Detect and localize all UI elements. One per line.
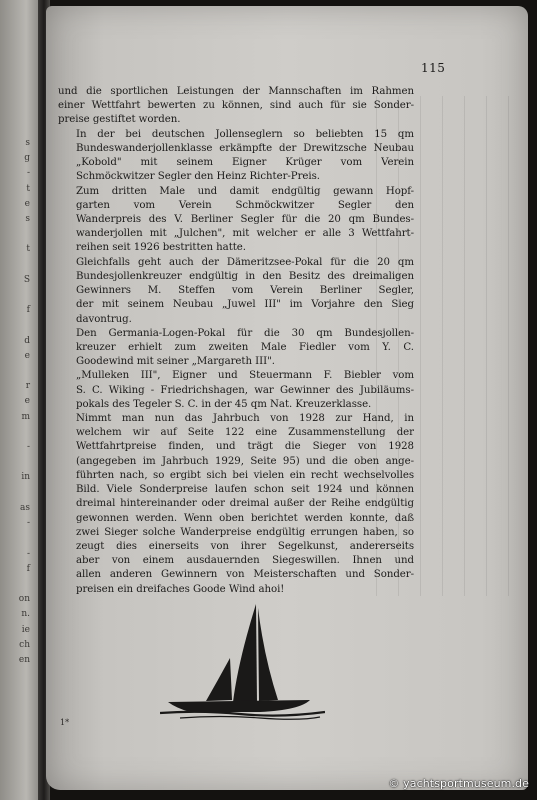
- paragraph: [58, 327, 414, 370]
- text-line: pokals des Tegeler S. C. in der 45 qm Nat. Kreuzerklasse.: [76, 398, 372, 410]
- watermark: © yachtsportmuseum.de: [388, 777, 529, 790]
- text-line: Gleichfalls geht auch der Dämeritzsee-Pokal für die 20 qm: [76, 256, 414, 268]
- text-line: „Mulleken III", Eigner und Steuermann F. Biebler vom: [76, 370, 414, 382]
- text-line: garten vom Verein Schmöckwitzer Segler den: [76, 199, 414, 211]
- text-line: aber von einem ausdauernden Siegeswillen. Ihnen und: [76, 555, 414, 567]
- text-line: Zum dritten Male und damit endgültig gewann Hopf-: [76, 185, 414, 197]
- jib-sail: [206, 658, 232, 701]
- mainsail-right: [258, 608, 278, 701]
- paragraph: [58, 256, 414, 327]
- text-line: reihen seit 1926 bestritten hatte.: [76, 242, 246, 254]
- footnote-mark: 1*: [60, 718, 70, 727]
- text-line: Bundesjollenkreuzer endgültig in den Besitz des dreimaligen: [76, 270, 414, 282]
- paragraph: [58, 369, 414, 412]
- text-line: Goodewind mit seiner „Margareth III".: [76, 356, 275, 368]
- text-line: Den Germania-Logen-Pokal für die 30 qm Bundesjollen-: [76, 327, 414, 339]
- text-line: einer Wettfahrt bewerten zu können, sind auch für sie Sonder-: [58, 100, 414, 112]
- body-text: [58, 85, 414, 597]
- text-line: S. C. Wiking - Friedrichshagen, war Gewinner des Jubiläums-: [76, 384, 414, 396]
- text-line: wanderjollen mit „Julchen", mit welcher er alle 3 Wettfahrt-: [76, 228, 414, 240]
- paragraph: [58, 412, 414, 597]
- text-line: kreuzer erhielt zum zweiten Male Fiedler vom Y. C.: [76, 341, 414, 353]
- hull: [168, 700, 310, 712]
- water-line-2: [180, 717, 320, 720]
- text-line: Nimmt man nun das Jahrbuch von 1928 zur Hand, in: [76, 413, 414, 425]
- text-line: preise gestiftet worden.: [58, 114, 181, 126]
- text-line: Bundeswanderjollenklasse erkämpfte der Drewitzsche Neubau: [76, 142, 414, 154]
- paragraph: [58, 85, 414, 128]
- text-line: Gewinners M. Steffen vom Verein Berliner Segler,: [76, 285, 414, 297]
- left-page-text-fragment: s g - t e s t S f d e r e m - in as - - f on n. ie ch en: [18, 138, 30, 665]
- text-line: zeugt dies einerseits von ihrer Segelkunst, andererseits: [76, 541, 414, 552]
- sailboat-illustration: [160, 602, 325, 720]
- text-line: allen anderen Gewinnern von Meisterschaften und Sonder-: [76, 569, 414, 581]
- text-line: davontrug.: [76, 313, 132, 325]
- text-line: (angegeben im Jahrbuch 1929, Seite 95) und die oben ange-: [76, 455, 414, 467]
- page-number: 115: [421, 61, 446, 75]
- text-line: zwei Sieger solche Wanderpreise endgültig errungen haben, so: [76, 526, 414, 538]
- text-line: gewonnen werden. Wenn oben berichtet werden konnte, daß: [76, 512, 414, 524]
- water-line: [160, 712, 325, 716]
- text-line: Wanderpreis des V. Berliner Segler für die 20 qm Bundes-: [76, 213, 414, 225]
- text-line: In der bei deutschen Jollenseglern so beliebten 15 qm: [76, 128, 414, 140]
- paragraph: [58, 128, 414, 185]
- text-line: und die sportlichen Leistungen der Mannschaften im Rahmen: [58, 86, 414, 97]
- text-line: dreimal hintereinander oder dreimal außer der Reihe endgültig: [76, 498, 414, 510]
- text-line: preisen ein dreifaches Goode Wind ahoi!: [76, 583, 285, 595]
- text-line: führten nach, so ergibt sich bei vielen ein recht wechselvolles: [76, 469, 414, 481]
- text-line: Bild. Viele Sonderpreise laufen schon seit 1924 und können: [76, 484, 414, 496]
- text-line: der mit seinem Neubau „Juwel III" im Vorjahre den Sieg: [76, 299, 414, 311]
- text-line: Wettfahrtpreise finden, und trägt die Sieger von 1928: [76, 441, 414, 453]
- text-line: welchem wir auf Seite 122 eine Zusammenstellung der: [76, 427, 414, 439]
- text-line: „Kobold" mit seinem Eigner Krüger vom Verein: [76, 157, 414, 169]
- mainsail: [233, 604, 257, 702]
- text-line: Schmöckwitzer Segler den Heinz Richter-Preis.: [76, 171, 320, 183]
- paragraph: [58, 185, 414, 256]
